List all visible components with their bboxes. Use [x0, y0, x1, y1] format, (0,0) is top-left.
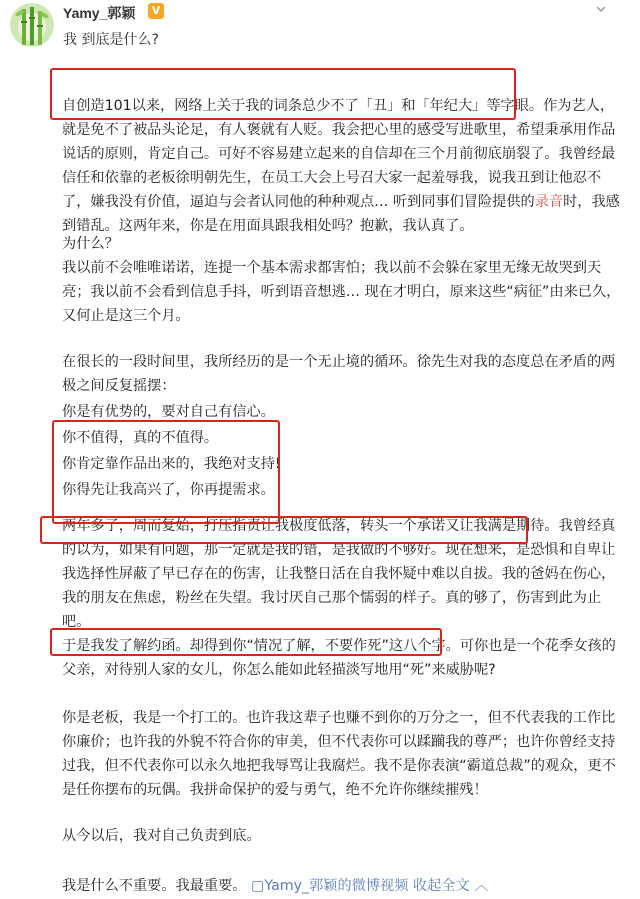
recording-link[interactable]: 录音 — [534, 194, 564, 210]
bamboo-illustration — [10, 3, 54, 47]
paragraph-3-intro: 在很长的一段时间里，我所经历的是一个无止境的循环。徐先生对我的态度总在矛盾的两极之间反复摇摆： — [62, 354, 616, 394]
chevron-down-icon[interactable] — [596, 4, 606, 14]
video-icon: ▢ — [250, 878, 265, 894]
paragraph-5: 于是我发了解约函。却得到你“情况了解，不要作死”这八个字。可你也是一个花季女孩的父亲，对待别人家的女儿，你怎么能如此轻描淡写地用“死”来威胁呢? — [62, 638, 616, 678]
quote-line: 你肯定靠作品出来的，我绝对支持! — [62, 456, 281, 472]
video-link[interactable]: Yamy_郭颖的微博视频 — [264, 878, 409, 894]
paragraph-8: 我是什么不重要。我最重要。 — [62, 878, 247, 894]
user-name[interactable]: Yamy_郭颖 — [63, 5, 136, 21]
paragraph-1-text-end: 时，我感到错乱。这两年来，你是在用面具跟我相处吗？抱歉，我认真了。 — [62, 194, 620, 234]
post-title: 我 到底是什么? — [63, 32, 159, 48]
paragraph-4: 两年多了，周而复始，打压指责让我极度低落，转头一个承诺又让我满是期待。我曾经真的以为，如果有问题，那一定就是我的错，是我做的不够好。现在想来，是恐惧和自卑让我选择性屏蔽了早已存在的伤害，让我整日活在自我怀疑中难以自拔。我的爸妈在伤心，我的朋友在焦虑，粉丝在失望。我讨厌自己那个懦弱的样子。真的够了，伤害到此为止吧。 — [62, 518, 616, 630]
verified-icon: V — [148, 3, 164, 19]
chevron-up-icon[interactable]: ︿ — [469, 878, 489, 894]
quote-line: 你不值得，真的不值得。 — [62, 430, 219, 446]
paragraph-1 — [62, 94, 624, 238]
paragraph-1-text: 自创造101以来，网络上关于我的词条总少不了「丑」和「年纪大」等字眼。作为艺人，就是免不了被品头论足，有人褒就有人贬。我会把心里的感受写进歌里，希望秉承用作品说话的原则，肯定自己。可好不容易建立起来的自信却在三个月前彻底崩裂了。我曾经最信任和依靠的老板徐明朝先生，在员工大会上号召大家一起羞辱我，说我丑到让他忍不了，嫌我没有价值，逼迫与会者认同他的种种观点… 听到同事们冒险提供的 — [62, 98, 616, 210]
closing-line — [62, 874, 624, 898]
avatar[interactable] — [10, 3, 54, 47]
post-header — [0, 0, 640, 60]
paragraph-2: 我以前不会唯唯诺诺，连提一个基本需求都害怕；我以前不会躲在家里无缘无故哭到天亮；我以前不会看到信息手抖，听到语音想逃… 现在才明白，原来这些“病征”由来已久，又何止是这三个月。 — [62, 260, 621, 324]
paragraph-question: 为什么？ — [62, 236, 119, 252]
quote-line: 你是有优势的，要对自己有信心。 — [62, 404, 275, 420]
paragraph-6: 你是老板，我是一个打工的。也许我这辈子也赚不到你的万分之一，但不代表我的工作比你廉价；也许我的外貌不符合你的审美，但不代表你可以蹂躏我的尊严；也许你曾经支持过我，但不代表你可以永久地把我辱骂让我腐烂。我不是你表演“霸道总裁”的观众，更不是任你摆布的玩偶。我拼命保护的爱与勇气，绝不允许你继续摧残！ — [62, 710, 616, 798]
collapse-link[interactable]: 收起全文 — [412, 878, 470, 894]
quote-line: 你得先让我高兴了，你再提需求。 — [62, 482, 275, 498]
paragraph-7: 从今以后，我对自己负责到底。 — [62, 828, 261, 844]
